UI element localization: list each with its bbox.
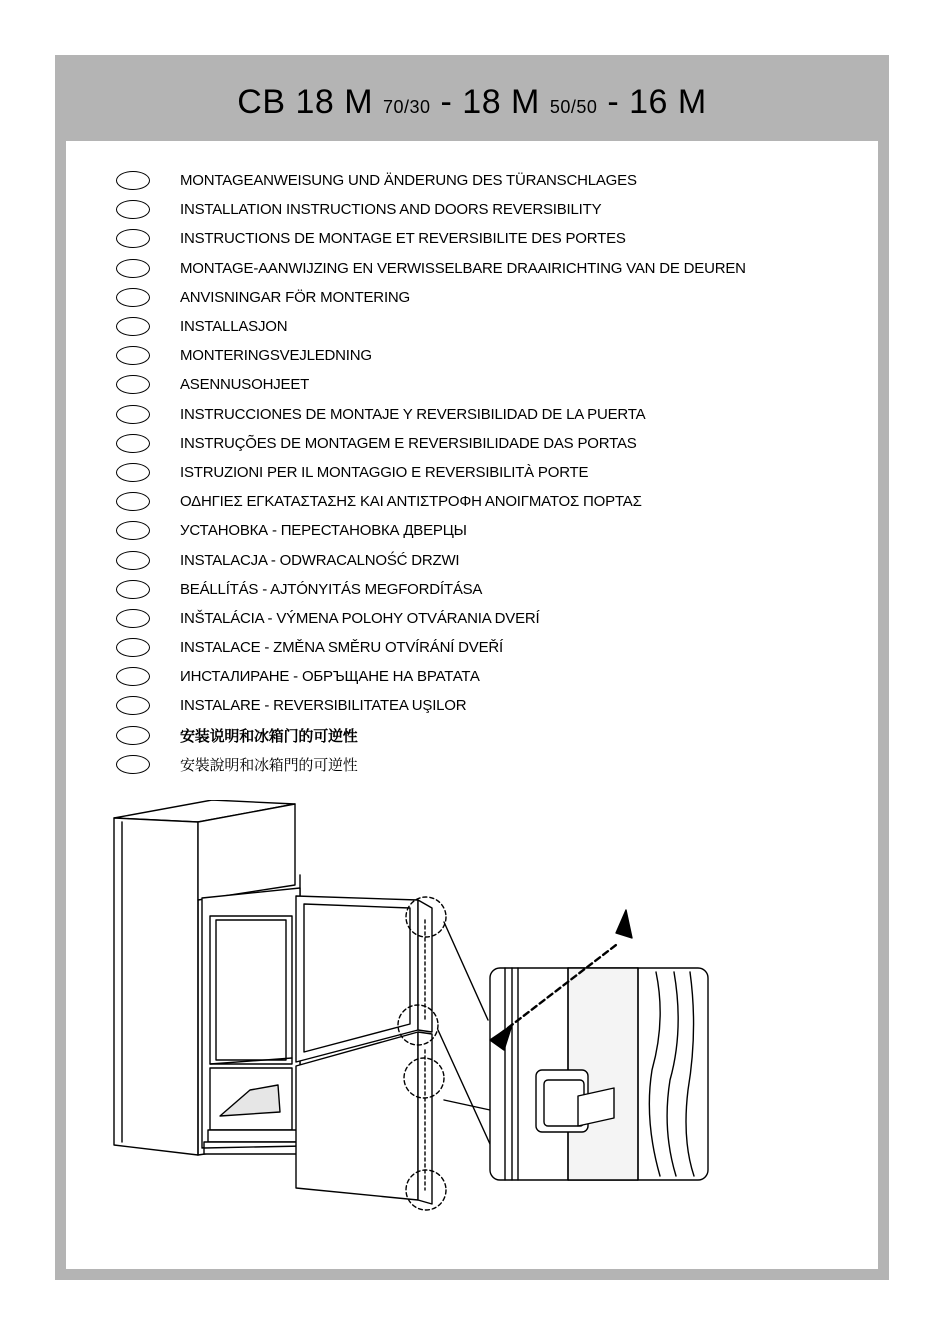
language-label: ΟΔΗΓΙΕΣ ΕΓΚΑΤΑΣΤΑΣΗΣ ΚΑΙ ΑΝΤΙΣΤΡΟΦΗ ΑΝΟΙΓΜΑΤΟΣ ΠΟΡΤΑΣ bbox=[180, 493, 642, 511]
language-label: INSTRUÇÕES DE MONTAGEM E REVERSIBILIDADE DAS PORTAS bbox=[180, 434, 637, 452]
language-checkbox[interactable] bbox=[116, 434, 150, 453]
language-item[interactable] bbox=[116, 575, 746, 604]
language-item[interactable] bbox=[116, 458, 746, 487]
language-item[interactable] bbox=[116, 283, 746, 312]
language-checkbox[interactable] bbox=[116, 317, 150, 336]
language-item[interactable] bbox=[116, 224, 746, 253]
language-item[interactable] bbox=[116, 429, 746, 458]
language-item[interactable] bbox=[116, 400, 746, 429]
language-item[interactable] bbox=[116, 516, 746, 545]
language-label: INSTALLASJON bbox=[180, 318, 288, 336]
language-checkbox[interactable] bbox=[116, 696, 150, 715]
language-checkbox[interactable] bbox=[116, 726, 150, 745]
language-label: INSTRUCTIONS DE MONTAGE ET REVERSIBILITE DES PORTES bbox=[180, 230, 626, 248]
fridge-installation-illustration bbox=[100, 800, 750, 1230]
title-mid: - 18 M bbox=[440, 83, 540, 121]
language-list bbox=[116, 166, 746, 779]
language-label: MONTAGEANWEISUNG UND ÄNDERUNG DES TÜRANSCHLAGES bbox=[180, 172, 637, 190]
fridge-doors bbox=[296, 896, 432, 1204]
language-label: УСТАНОВКА - ПЕРЕСТАНОВКА ДВЕРЦЫ bbox=[180, 522, 467, 540]
language-checkbox[interactable] bbox=[116, 667, 150, 686]
language-label: INSTALACJA - ODWRACALNOŚĆ DRZWI bbox=[180, 551, 460, 569]
language-label: ASENNUSOHJEET bbox=[180, 376, 310, 394]
language-item[interactable] bbox=[116, 750, 746, 779]
language-label: INSTALACE - ZMĚNA SMĚRU OTVÍRÁNÍ DVEŘÍ bbox=[180, 639, 504, 657]
page-title bbox=[55, 62, 889, 142]
language-checkbox[interactable] bbox=[116, 200, 150, 219]
title-ratio-1: 70/30 bbox=[383, 97, 431, 117]
language-item[interactable] bbox=[116, 633, 746, 662]
language-item[interactable] bbox=[116, 487, 746, 516]
language-item[interactable] bbox=[116, 312, 746, 341]
language-label: MONTERINGSVEJLEDNING bbox=[180, 347, 372, 365]
language-checkbox[interactable] bbox=[116, 288, 150, 307]
language-label: MONTAGE-AANWIJZING EN VERWISSELBARE DRAAIRICHTING VAN DE DEUREN bbox=[180, 259, 746, 277]
language-item[interactable] bbox=[116, 370, 746, 399]
language-checkbox[interactable] bbox=[116, 521, 150, 540]
fridge-body bbox=[202, 888, 304, 1154]
language-item[interactable] bbox=[116, 195, 746, 224]
arrow-head-up-icon bbox=[616, 910, 632, 938]
language-checkbox[interactable] bbox=[116, 346, 150, 365]
language-label: ИНСТАЛИРАНЕ - ОБРЪЩАНЕ НА ВРАТАТА bbox=[180, 668, 480, 686]
language-checkbox[interactable] bbox=[116, 492, 150, 511]
language-checkbox[interactable] bbox=[116, 405, 150, 424]
language-item[interactable] bbox=[116, 604, 746, 633]
zoom-detail-panel bbox=[490, 968, 708, 1180]
title-ratio-2: 50/50 bbox=[549, 97, 598, 117]
language-item[interactable] bbox=[116, 254, 746, 283]
language-item[interactable] bbox=[116, 166, 746, 195]
language-item[interactable] bbox=[116, 662, 746, 691]
language-label: BEÁLLÍTÁS - AJTÓNYITÁS MEGFORDÍTÁSA bbox=[180, 580, 483, 598]
language-label: INSTALLATION INSTRUCTIONS AND DOORS REVERSIBILITY bbox=[180, 201, 602, 219]
language-label: INŠTALÁCIA - VÝMENA POLOHY OTVÁRANIA DVERÍ bbox=[180, 609, 540, 627]
language-checkbox[interactable] bbox=[116, 580, 150, 599]
language-label: INSTRUCCIONES DE MONTAJE Y REVERSIBILIDAD DE LA PUERTA bbox=[180, 405, 646, 423]
language-item[interactable] bbox=[116, 341, 746, 370]
language-label: ISTRUZIONI PER IL MONTAGGIO E REVERSIBILITÀ PORTE bbox=[180, 463, 589, 481]
language-label: 安装说明和冰箱门的可逆性 bbox=[180, 727, 358, 745]
title-prefix: CB 18 M bbox=[237, 83, 374, 121]
language-item[interactable] bbox=[116, 721, 746, 750]
language-item[interactable] bbox=[116, 691, 746, 720]
language-label: 安裝說明和冰箱門的可逆性 bbox=[180, 756, 358, 774]
language-checkbox[interactable] bbox=[116, 463, 150, 482]
language-checkbox[interactable] bbox=[116, 755, 150, 774]
language-label: ANVISNINGAR FÖR MONTERING bbox=[180, 288, 411, 306]
language-checkbox[interactable] bbox=[116, 609, 150, 628]
zoom-leader-lines bbox=[438, 922, 490, 1144]
language-checkbox[interactable] bbox=[116, 638, 150, 657]
language-checkbox[interactable] bbox=[116, 171, 150, 190]
language-checkbox[interactable] bbox=[116, 551, 150, 570]
language-checkbox[interactable] bbox=[116, 259, 150, 278]
language-checkbox[interactable] bbox=[116, 375, 150, 394]
language-checkbox[interactable] bbox=[116, 229, 150, 248]
language-item[interactable] bbox=[116, 545, 746, 574]
language-label: INSTALARE - REVERSIBILITATEA UŞILOR bbox=[180, 697, 467, 715]
title-suffix: - 16 M bbox=[607, 83, 707, 121]
